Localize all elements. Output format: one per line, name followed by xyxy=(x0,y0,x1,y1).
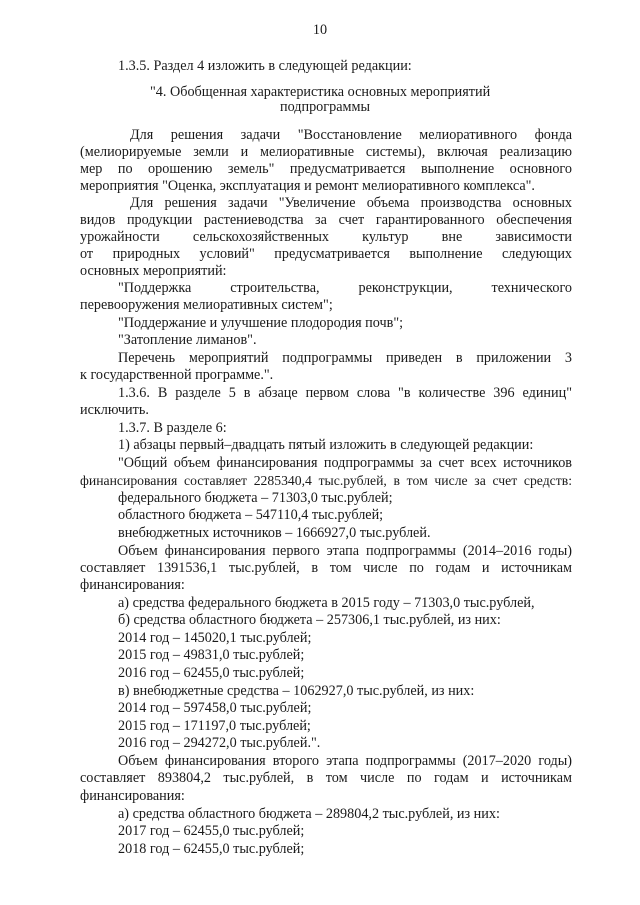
section-1-3-5: 1.3.5. Раздел 4 изложить в следующей редакции: xyxy=(118,58,412,74)
text-line: Объем финансирования второго этапа подпрограммы (2017–2020 годы) xyxy=(118,753,572,769)
text-line: финансирования составляет 2285340,4 тыс.рублей, в том числе за счет средств: xyxy=(80,473,572,488)
text-line: составляет 1391536,1 тыс.рублей, в том числе по годам и источникам xyxy=(80,560,572,576)
text-line: мероприятия "Оценка, эксплуатация и ремонт мелиоративного комплекса". xyxy=(80,178,535,194)
section-title-line-1: "4. Обобщенная характеристика основных мероприятий xyxy=(150,84,491,100)
text-line: федерального бюджета – 71303,0 тыс.рублей; xyxy=(118,490,393,506)
section-title-line-2: подпрограммы xyxy=(280,99,370,115)
text-line: "Поддержание и улучшение плодородия почв"; xyxy=(118,315,404,331)
text-line: внебюджетных источников – 1666927,0 тыс.рублей. xyxy=(118,525,431,541)
text-line: "Затопление лиманов". xyxy=(118,332,257,348)
text-line: "Поддержка строительства, реконструкции, технического xyxy=(118,280,572,296)
text-line: финансирования: xyxy=(80,788,185,804)
text-line: составляет 893804,2 тыс.рублей, в том числе по годам и источникам xyxy=(80,770,572,786)
text-line: исключить. xyxy=(80,402,149,418)
text-line: 2014 год – 145020,1 тыс.рублей; xyxy=(118,630,312,646)
text-line: "Общий объем финансирования подпрограммы за счет всех источников xyxy=(118,455,572,471)
text-line: 2018 год – 62455,0 тыс.рублей; xyxy=(118,841,305,857)
text-line: видов продукции растениеводства за счет гарантированного обеспечения xyxy=(80,212,572,228)
text-line: Для решения задачи "Восстановление мелиоративного фонда xyxy=(130,127,572,143)
text-line: в) внебюджетные средства – 1062927,0 тыс.рублей, из них: xyxy=(118,683,475,699)
text-line: от природных условий" предусматривается выполнение следующих xyxy=(80,246,572,262)
text-line: 2016 год – 62455,0 тыс.рублей; xyxy=(118,665,305,681)
text-line: а) средства областного бюджета – 289804,2 тыс.рублей, из них: xyxy=(118,806,500,822)
text-line: 2017 год – 62455,0 тыс.рублей; xyxy=(118,823,305,839)
text-line: б) средства областного бюджета – 257306,1 тыс.рублей, из них: xyxy=(118,612,501,628)
text-line: урожайности сельскохозяйственных культур вне зависимости xyxy=(80,229,572,245)
text-line: 2014 год – 597458,0 тыс.рублей; xyxy=(118,700,312,716)
text-line: Перечень мероприятий подпрограммы приведен в приложении 3 xyxy=(118,350,572,366)
text-line: Объем финансирования первого этапа подпрограммы (2014–2016 годы) xyxy=(118,543,572,559)
text-line: к государственной программе.". xyxy=(80,367,274,383)
text-line: (мелиорируемые земли и мелиоративные системы), включая реализацию xyxy=(80,144,572,160)
text-line: 1) абзацы первый–двадцать пятый изложить в следующей редакции: xyxy=(118,437,534,453)
page-number: 10 xyxy=(312,22,328,38)
text-line: 2015 год – 49831,0 тыс.рублей; xyxy=(118,647,305,663)
text-line: финансирования: xyxy=(80,577,185,593)
section-1-3-7: 1.3.7. В разделе 6: xyxy=(118,420,227,436)
section-1-3-6: 1.3.6. В разделе 5 в абзаце первом слова "в количестве 396 единиц" xyxy=(118,385,572,401)
text-line: перевооружения мелиоративных систем"; xyxy=(80,297,333,313)
text-line: областного бюджета – 547110,4 тыс.рублей; xyxy=(118,507,384,523)
text-line: а) средства федерального бюджета в 2015 году – 71303,0 тыс.рублей, xyxy=(118,595,535,611)
text-line: мер по орошению земель" предусматривается выполнение основного xyxy=(80,161,572,177)
text-line: основных мероприятий: xyxy=(80,263,227,279)
text-line: Для решения задачи "Увеличение объема производства основных xyxy=(130,195,572,211)
text-line: 2016 год – 294272,0 тыс.рублей.". xyxy=(118,735,321,751)
text-line: 2015 год – 171197,0 тыс.рублей; xyxy=(118,718,311,734)
